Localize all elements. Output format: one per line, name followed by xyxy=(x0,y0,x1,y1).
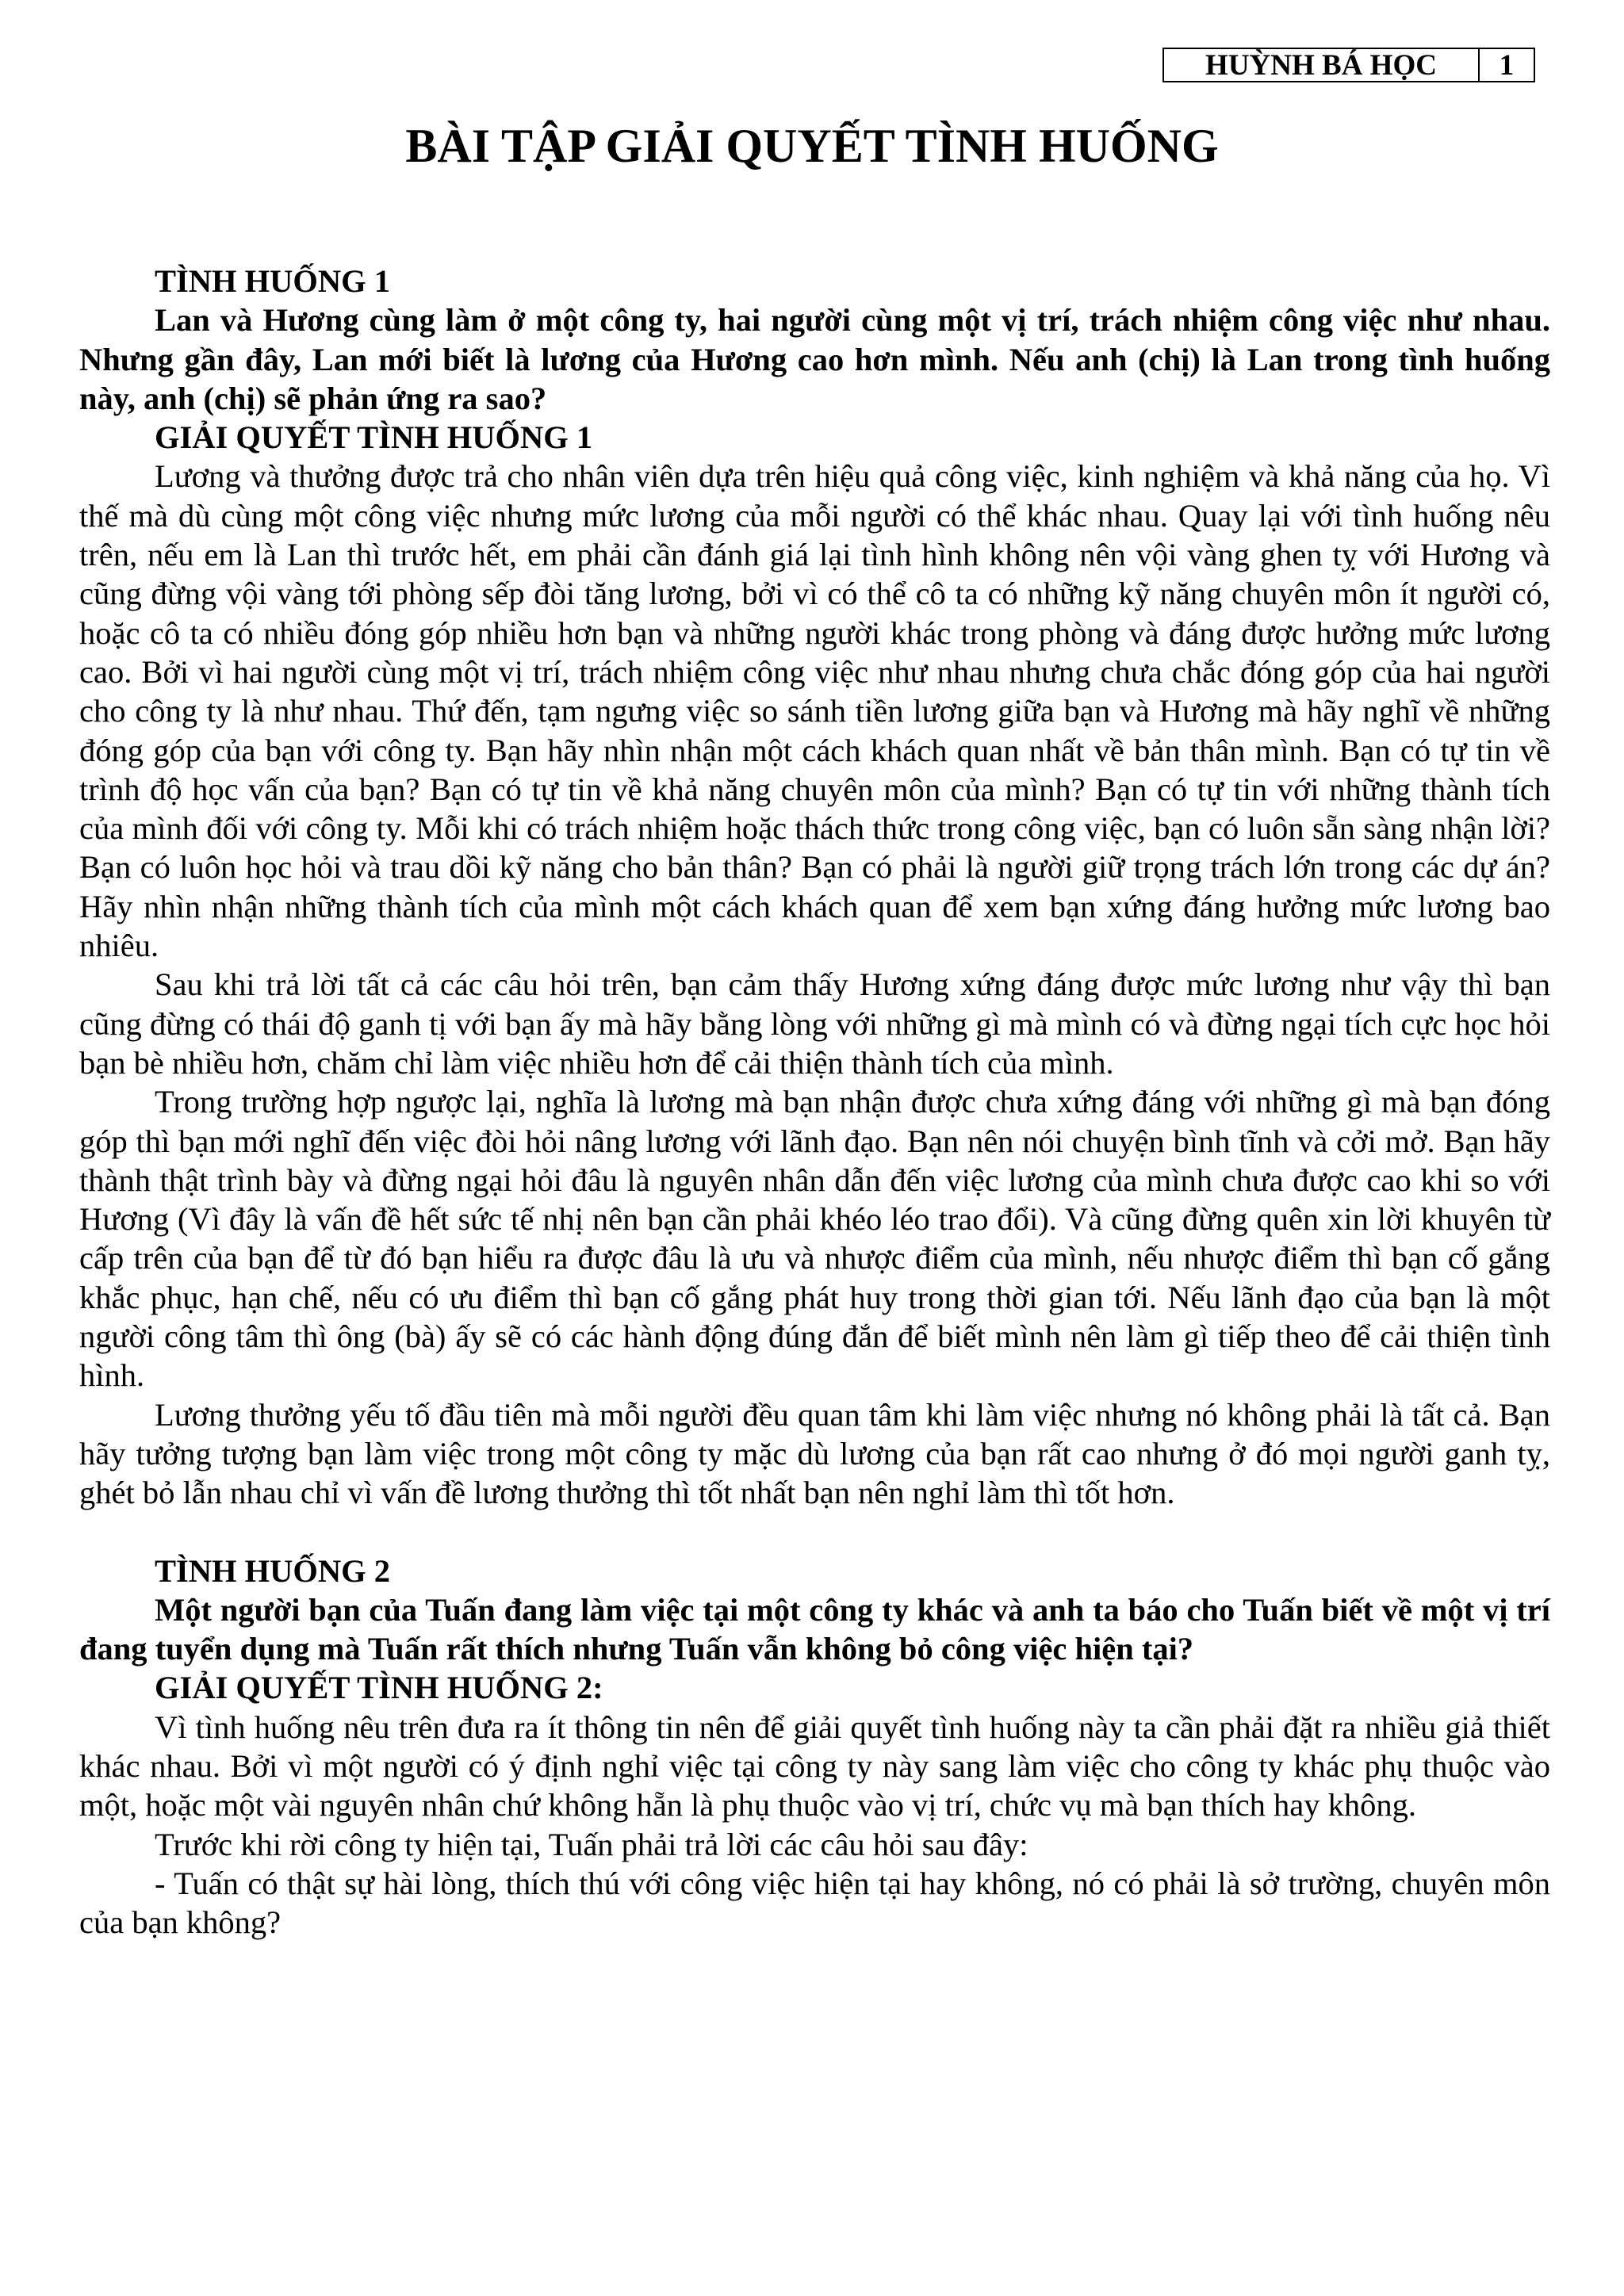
page-header-box xyxy=(1162,48,1535,82)
case2-heading: TÌNH HUỐNG 2 xyxy=(155,1552,391,1589)
case2-paragraph: Vì tình huống nêu trên đưa ra ít thông tin nên để giải quyết tình huống này ta cần phải đặt ra nhiều giả thiết khác nhau. Bởi vì một người có ý định nghỉ việc tại công ty này sang làm việc cho công ty khác phụ thuộc vào một, hoặc một vài nguyên nhân chứ không hẵn là phụ thuộc vào vị trí, chức vụ mà bạn thích hay không. xyxy=(79,1709,1550,1823)
case1-question: Lan và Hương cùng làm ở một công ty, hai người cùng một vị trí, trách nhiệm công việc như nhau. Nhưng gần đây, Lan mới biết là lương của Hương cao hơn mình. Nếu anh (chị) là Lan trong tình huống này, anh (chị) sẽ phản ứng ra sao? xyxy=(79,302,1550,416)
case1-paragraph: Lương và thưởng được trả cho nhân viên dựa trên hiệu quả công việc, kinh nghiệm và khả năng của họ. Vì thế mà dù cùng một công việc nhưng mức lương của mỗi người có thể khác nhau. Quay lại với tình huống nêu trên, nếu em là Lan thì trước hết, em phải cần đánh giá lại tình hình không nên vội vàng ghen tỵ với Hương và cũng đừng vội vàng tới phòng sếp đòi tăng lương, bởi vì có thể cô ta có những kỹ năng chuyên môn ít người có, hoặc cô ta có nhiều đóng góp nhiều hơn bạn và những người khác trong phòng và đáng được hưởng mức lương cao. Bởi vì hai người cùng một vị trí, trách nhiệm công việc như nhau nhưng chưa chắc đóng góp của hai người cho công ty là như nhau. Thứ đến, tạm ngưng việc so sánh tiền lương giữa bạn và Hương mà hãy nghĩ về những đóng góp của bạn với công ty. Bạn hãy nhìn nhận một cách khách quan nhất về bản thân mình. Bạn có tự tin về trình độ học vấn của bạn? Bạn có tự tin về khả năng chuyên môn của mình? Bạn có tự tin với những thành tích của mình đối với công ty. Mỗi khi có trách nhiệm hoặc thách thức trong công việc, bạn có luôn sẵn sàng nhận lời? Bạn có luôn học hỏi và trau dồi kỹ năng cho bản thân? Bạn có phải là người giữ trọng trách lớn trong các dự án? Hãy nhìn nhận những thành tích của mình một cách khách quan để xem bạn xứng đáng hưởng mức lương bao nhiêu. xyxy=(79,458,1550,964)
document-body xyxy=(79,262,1550,1942)
case1-solution-heading: GIẢI QUYẾT TÌNH HUỐNG 1 xyxy=(155,419,593,456)
case2-bullet: - Tuấn có thật sự hài lòng, thích thú với công việc hiện tại hay không, nó có phải là sở trường, chuyên môn của bạn không? xyxy=(79,1865,1550,1941)
document-title: BÀI TẬP GIẢI QUYẾT TÌNH HUỐNG xyxy=(405,120,1219,172)
case1-paragraph: Sau khi trả lời tất cả các câu hỏi trên, bạn cảm thấy Hương xứng đáng được mức lương như vậy thì bạn cũng đừng có thái độ ganh tị với bạn ấy mà hãy bằng lòng với những gì mà mình có và đừng ngại tích cực học hỏi bạn bè nhiều hơn, chăm chỉ làm việc nhiều hơn để cải thiện thành tích của mình. xyxy=(79,966,1550,1081)
case2-solution-heading: GIẢI QUYẾT TÌNH HUỐNG 2: xyxy=(155,1670,603,1706)
case1-paragraph: Trong trường hợp ngược lại, nghĩa là lương mà bạn nhận được chưa xứng đáng với những gì mà bạn đóng góp thì bạn mới nghĩ đến việc đòi hỏi nâng lương với lãnh đạo. Bạn nên nói chuyện bình tĩnh và cởi mở. Bạn hãy thành thật trình bày và đừng ngại hỏi đâu là nguyên nhân dẫn đến việc lương của mình chưa được cao khi so với Hương (Vì đây là vấn đề hết sức tế nhị nên bạn cần phải khéo léo trao đổi). Và cũng đừng quên xin lời khuyên từ cấp trên của bạn để từ đó bạn hiểu ra được đâu là ưu và nhược điểm của mình, nếu nhược điểm thì bạn cố gắng khắc phục, hạn chế, nếu có ưu điểm thì bạn cố gắng phát huy trong thời gian tới. Nếu lãnh đạo của bạn là một người công tâm thì ông (bà) ấy sẽ có các hành động đúng đắn để biết mình nên làm gì tiếp theo để cải thiện tình hình. xyxy=(79,1084,1550,1394)
case1-heading: TÌNH HUỐNG 1 xyxy=(155,263,391,299)
case1-paragraph: Lương thưởng yếu tố đầu tiên mà mỗi người đều quan tâm khi làm việc nhưng nó không phải là tất cả. Bạn hãy tưởng tượng bạn làm việc trong một công ty mặc dù lương của bạn rất cao nhưng ở đó mọi người ganh tỵ, ghét bỏ lẫn nhau chỉ vì vấn đề lương thưởng thì tốt nhất bạn nên nghỉ làm thì tốt hơn. xyxy=(79,1396,1550,1511)
case2-question: Một người bạn của Tuấn đang làm việc tại một công ty khác và anh ta báo cho Tuấn biết về một vị trí đang tuyển dụng mà Tuấn rất thích nhưng Tuấn vẫn không bỏ công việc hiện tại? xyxy=(79,1591,1550,1667)
section-spacer xyxy=(79,1513,1550,1552)
header-author: HUỲNH BÁ HỌC xyxy=(1164,49,1480,81)
header-page-number: 1 xyxy=(1499,48,1515,82)
case2-paragraph: Trước khi rời công ty hiện tại, Tuấn phải trả lời các câu hỏi sau đây: xyxy=(155,1826,1028,1862)
